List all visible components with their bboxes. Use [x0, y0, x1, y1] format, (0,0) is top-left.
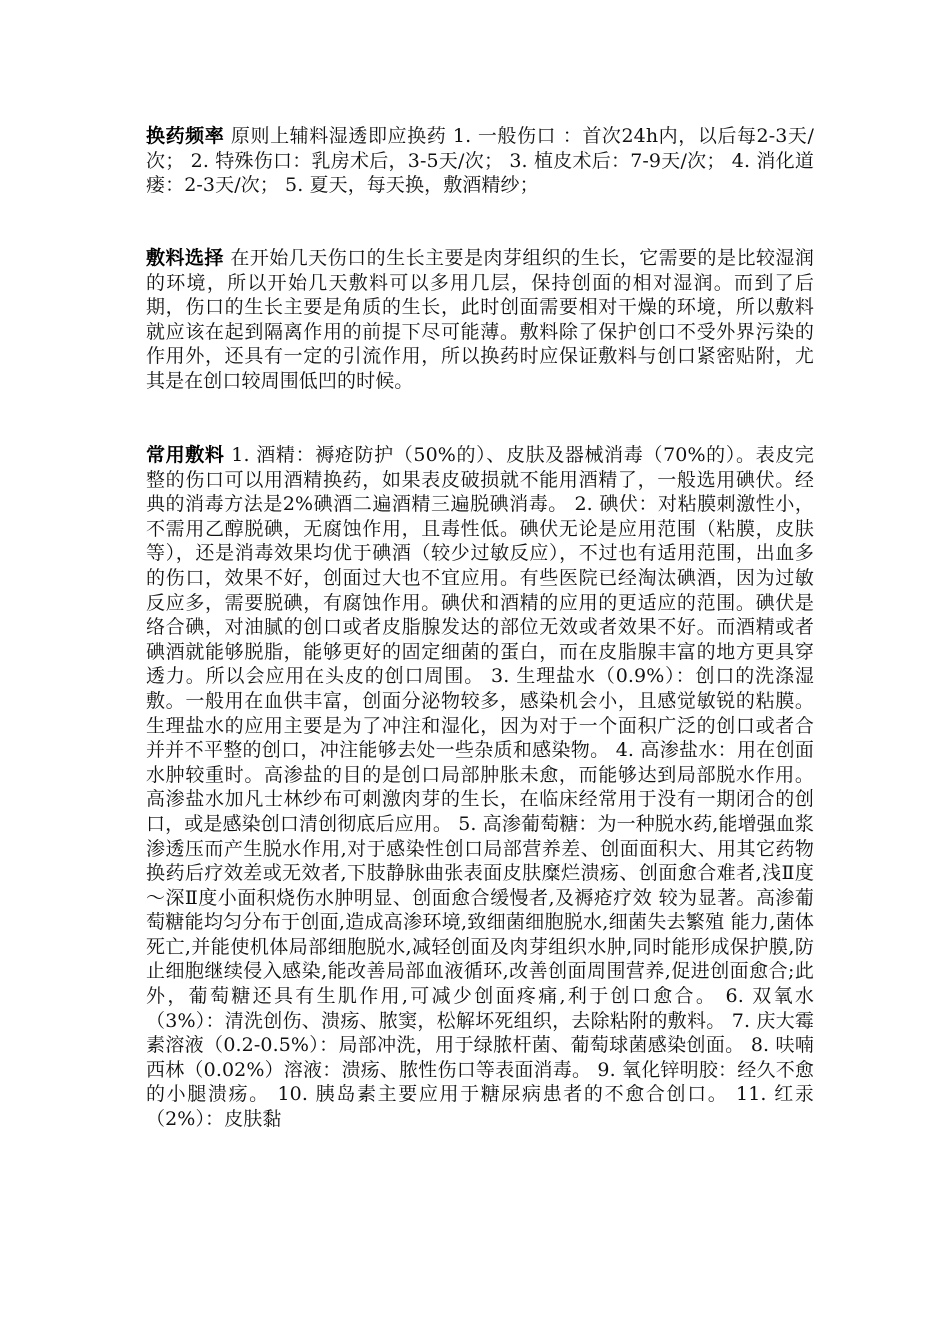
section-dressing-change-frequency — [146, 124, 814, 198]
section-dressing-selection — [146, 246, 814, 394]
section-body: 在开始几天伤口的生长主要是肉芽组织的生长，它需要的是比较湿润的环境，所以开始几天敷料可以多用几层，保持创面的相对湿润。而到了后期，伤口的生长主要是角质的生长，此时创面需要相对干燥的环境，所以敷料就应该在起到隔离作用的前提下尽可能薄。敷料除了保护创口不受外界污染的作用外，还具有一定的引流作用，所以换药时应保证敷料与创口紧密贴附，尤其是在创口较周围低凹的时候。 — [146, 247, 814, 392]
section-body: 1. 酒精：褥疮防护（50%的）、皮肤及器械消毒（70%的）。表皮完整的伤口可以用酒精换药，如果表皮破损就不能用酒精了，一般选用碘伏。经典的消毒方法是2%碘酒二遍酒精三遍脱碘消毒。 2. 碘伏：对粘膜刺激性小，不需用乙醇脱碘，无腐蚀作用，且毒性低。碘伏无论是应用范围（粘膜，皮肤等），还是消毒效果均优于碘酒（较少过敏反应），不过也有适用范围，出血多的伤口，效果不好，创面过大也不宜应用。有些医院已经淘汰碘酒，因为过敏反应多，需要脱碘，有腐蚀作用。碘伏和酒精的应用的更适应的范围。碘伏是络合碘，对油腻的创口或者皮脂腺发达的部位无效或者效果不好。而酒精或者碘酒就能够脱脂，能够更好的固定细菌的蛋白，而在皮脂腺丰富的地方更具穿透力。所以会应用在头皮的创口周围。 3. 生理盐水（0.9%）：创口的洗涤湿敷。一般用在血供丰富，创面分泌物较多，感染机会小，且感觉敏锐的粘膜。生理盐水的应用主要是为了冲注和湿化，因为对于一个面积广泛的创口或者合并并不平整的创口，冲注能够去处一些杂质和感染物。 4. 高渗盐水：用在创面水肿较重时。高渗盐的目的是创口局部肿胀未愈，而能够达到局部脱水作用。高渗盐水加凡士林纱布可刺激肉芽的生长，在临床经常用于没有一期闭合的创口，或是感染创口清创彻底后应用。 5. 高渗葡萄糖：为一种脱水药,能增强血浆渗透压而产生脱水作用,对于感染性创口局部营养差、创面面积大、用其它药物换药后疗效差或无效者,下肢静脉曲张表面皮肤糜烂溃疡、创面愈合难者,浅Ⅱ度～深Ⅱ度小面积烧伤水肿明显、创面愈合缓慢者,及褥疮疗效 较为显著。高渗葡萄糖能均匀分布于创面,造成高渗环境,致细菌细胞脱水,细菌失去繁殖 能力,菌体死亡,并能使机体局部细胞脱水,减轻创面及肉芽组织水肿,同时能形成保护膜,防止细胞继续侵入感染,能改善局部血液循环,改善创面周围营养,促进创面愈合;此外，葡萄糖还具有生肌作用,可减少创面疼痛,利于创口愈合。 6. 双氧水（3%）：清洗创伤、溃疡、脓窦，松解坏死组织，去除粘附的敷料。 7. 庆大霉素溶液（0.2-0.5%）：局部冲洗，用于绿脓杆菌、葡萄球菌感染创面。 8. 呋喃西林（0.02%）溶液：溃疡、脓性伤口等表面消毒。 9. 氧化锌明胶：经久不愈的小腿溃疡。 10. 胰岛素主要应用于糖尿病患者的不愈合创口。 11. 红汞（2%）：皮肤黏 — [146, 444, 814, 1131]
section-heading: 敷料选择 — [146, 247, 224, 269]
section-heading: 换药频率 — [146, 125, 225, 147]
section-heading: 常用敷料 — [146, 444, 225, 466]
section-body: 原则上辅料湿透即应换药 1. 一般伤口 ：首次24h内，以后每2-3天/次； 2. 特殊伤口：乳房术后，3-5天/次； 3. 植皮术后：7-9天/次； 4. 消化道瘘：2-3天/次； 5. 夏天，每天换，敷酒精纱； — [146, 125, 814, 197]
section-common-dressings — [146, 443, 814, 1132]
